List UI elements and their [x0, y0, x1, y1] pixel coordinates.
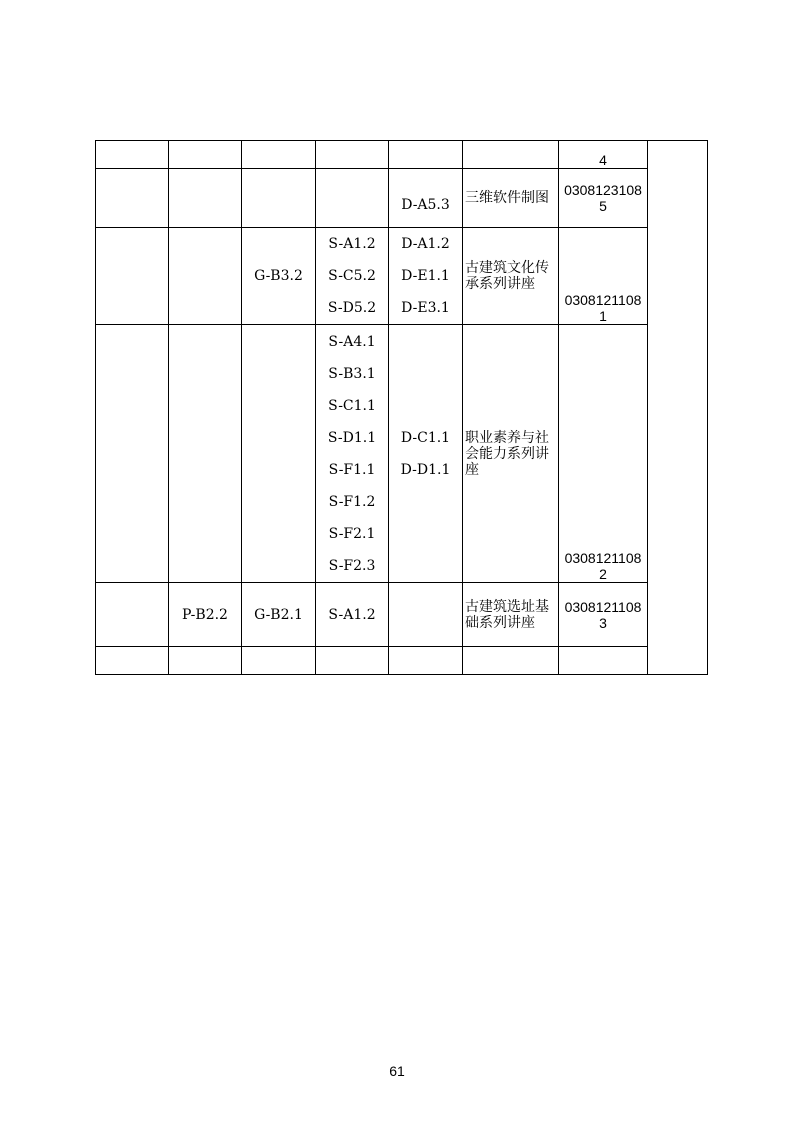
- course-code-tail: 1: [599, 308, 607, 324]
- cell: [169, 169, 242, 228]
- cell: [169, 325, 242, 583]
- table-row: [96, 583, 708, 647]
- s-code: S-F2.3: [328, 557, 376, 574]
- s-code: S-D1.1: [327, 429, 377, 446]
- side-cell: [648, 141, 708, 675]
- course-code: 0308121108: [564, 292, 642, 308]
- d-code-cell: [389, 228, 463, 325]
- cell: [96, 647, 169, 675]
- table-row: [96, 169, 708, 228]
- cell: [96, 325, 169, 583]
- cell: [242, 141, 316, 169]
- s-code: S-C1.1: [328, 397, 376, 414]
- cell: [169, 647, 242, 675]
- s-code: S-C5.2: [328, 268, 376, 284]
- course-name: 古建筑文化传承系列讲座: [465, 260, 549, 292]
- course-code-cell: [559, 228, 648, 325]
- p-code-cell: [169, 583, 242, 647]
- course-mapping-table: [95, 140, 708, 675]
- cell: [559, 647, 648, 675]
- s-code: S-D5.2: [327, 300, 377, 316]
- page-number: 61: [389, 1063, 405, 1079]
- cell: [389, 647, 463, 675]
- d-code: D-E1.1: [401, 268, 450, 284]
- s-code: S-A4.1: [328, 333, 376, 350]
- course-name-cell: [463, 583, 559, 647]
- course-code-tail: 3: [599, 614, 607, 631]
- d-code-cell: [389, 325, 463, 583]
- course-code-cell: [559, 141, 648, 169]
- g-code-cell: [242, 228, 316, 325]
- cell: [96, 141, 169, 169]
- table-row: [96, 141, 708, 169]
- cell: [389, 583, 463, 647]
- course-code: 0308121108: [564, 550, 642, 566]
- cell: [169, 228, 242, 325]
- cell: [96, 169, 169, 228]
- cell: [96, 583, 169, 647]
- d-code: D-A1.2: [401, 236, 450, 252]
- d-code: D-A5.3: [401, 197, 450, 213]
- g-code-cell: [242, 583, 316, 647]
- course-code-tail: 4: [599, 152, 607, 168]
- cell: [242, 325, 316, 583]
- cell: [242, 647, 316, 675]
- course-code: 0308121108: [564, 598, 642, 615]
- cell: [463, 141, 559, 169]
- s-code: S-A1.2: [328, 606, 376, 623]
- cell: [242, 169, 316, 228]
- cell: [316, 141, 389, 169]
- s-code-cell: [316, 583, 389, 647]
- s-code: S-B3.1: [328, 365, 376, 382]
- course-code-tail: 5: [599, 198, 607, 214]
- course-name: 职业素养与社会能力系列讲座: [465, 429, 549, 478]
- course-code: 0308123108: [564, 182, 642, 198]
- d-code: D-D1.1: [400, 461, 451, 478]
- cell: [463, 647, 559, 675]
- table-row: [96, 228, 708, 325]
- s-code: S-F2.1: [328, 525, 376, 542]
- s-code-cell: [316, 325, 389, 583]
- course-code-cell: [559, 169, 648, 228]
- s-code-cell: [316, 228, 389, 325]
- course-name-cell: [463, 169, 559, 228]
- table-row: [96, 325, 708, 583]
- g-code: G-B3.2: [254, 268, 303, 284]
- course-code-tail: 2: [599, 566, 607, 582]
- course-name: 古建筑选址基础系列讲座: [465, 598, 549, 631]
- p-code: P-B2.2: [182, 606, 228, 623]
- cell: [169, 141, 242, 169]
- d-code: D-E3.1: [401, 300, 450, 316]
- course-name-cell: [463, 228, 559, 325]
- table-row: [96, 647, 708, 675]
- s-code: S-F1.1: [328, 461, 376, 478]
- cell: [316, 169, 389, 228]
- g-code: G-B2.1: [254, 606, 303, 623]
- cell: [316, 647, 389, 675]
- s-code: S-A1.2: [328, 236, 376, 252]
- course-name-cell: [463, 325, 559, 583]
- course-name: 三维软件制图: [465, 190, 549, 206]
- course-code-cell: [559, 583, 648, 647]
- cell: [96, 228, 169, 325]
- d-code-cell: [389, 169, 463, 228]
- course-code-cell: [559, 325, 648, 583]
- cell: [389, 141, 463, 169]
- d-code: D-C1.1: [400, 429, 451, 446]
- s-code: S-F1.2: [328, 493, 376, 510]
